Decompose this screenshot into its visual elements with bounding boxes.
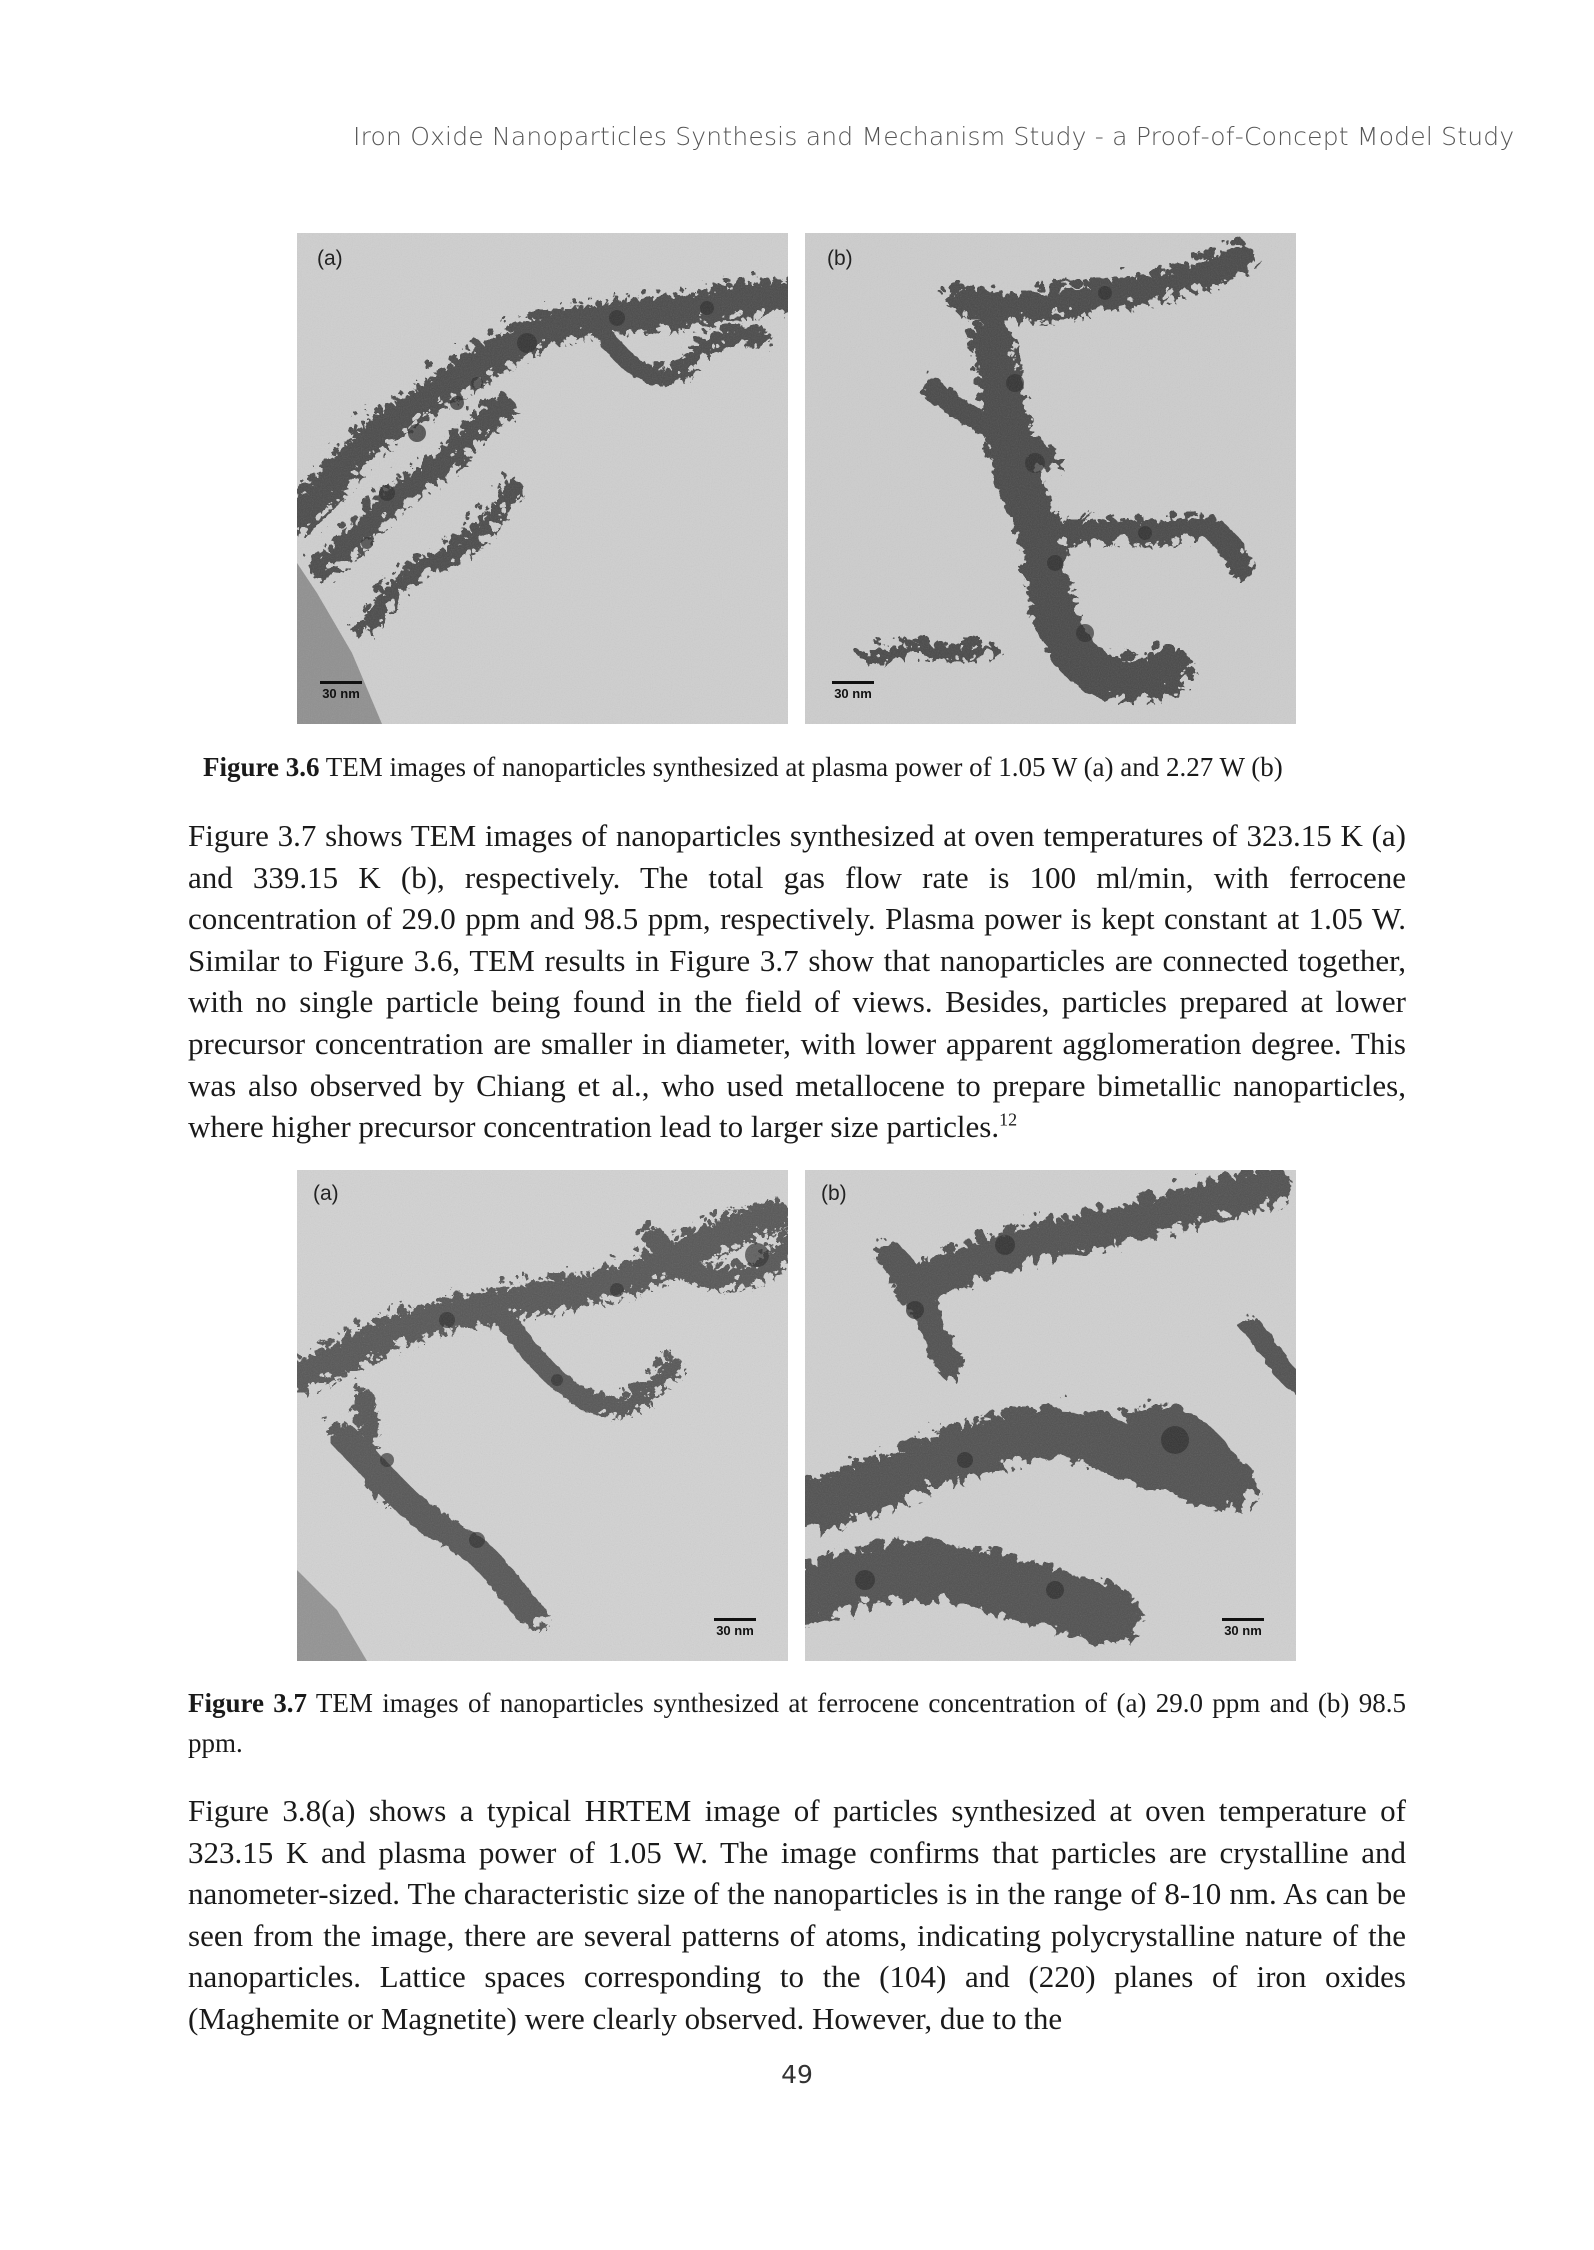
- scale-bar-label: 30 nm: [1224, 1623, 1262, 1638]
- caption-text: TEM images of nanoparticles synthesized at plasma power of 1.05 W (a) and 2.27 W (b): [319, 752, 1283, 782]
- body-paragraph-1: [188, 815, 1406, 1148]
- figure-3-6-panel-b: [805, 233, 1296, 724]
- caption-label: Figure 3.7: [188, 1688, 308, 1718]
- caption-text: TEM images of nanoparticles synthesized at ferrocene concentration of (a) 29.0 ppm and (b) 98.5 ppm.: [188, 1688, 1406, 1758]
- running-header: Iron Oxide Nanoparticles Synthesis and Mechanism Study - a Proof-of-Concept Model Study: [353, 122, 1515, 151]
- tem-image-3-7b: [805, 1170, 1296, 1661]
- figure-3-6-caption: [203, 747, 1403, 787]
- body-paragraph-2: [188, 1790, 1406, 2040]
- tem-image-3-7a: [297, 1170, 788, 1661]
- scale-bar-label: 30 nm: [322, 686, 360, 701]
- panel-label-a: (a): [317, 247, 343, 270]
- page-number: 49: [781, 2060, 813, 2089]
- figure-3-7-caption: [188, 1683, 1406, 1763]
- citation-superscript: 12: [999, 1109, 1018, 1130]
- figure-3-7-panel-a: [297, 1170, 788, 1661]
- figure-3-6-panel-a: [297, 233, 788, 724]
- scale-bar: [1213, 1618, 1273, 1638]
- tem-image-3-6a: [297, 233, 788, 724]
- figure-3-7-panel-b: [805, 1170, 1296, 1661]
- scale-bar: [311, 681, 371, 701]
- paragraph-text: Figure 3.7 shows TEM images of nanoparticles synthesized at oven temperatures of 323.15 K (a) and 339.15 K (b), respectively. The total gas flow rate is 100 ml/min, with ferrocene concentration of 29.0 ppm and 98.5 ppm, respectively. Plasma power is kept constant at 1.05 W. Similar to Figure 3.6, TEM results in Figure 3.7 show that nanoparticles are connected together, with no single particle being found in the field of views. Besides, particles prepared at lower precursor concentration are smaller in diameter, with lower apparent agglomeration degree. This was also observed by Chiang et al., who used metallocene to prepare bimetallic nanoparticles, where higher precursor concentration lead to larger size particles.: [188, 818, 1406, 1145]
- scale-bar: [705, 1618, 765, 1638]
- panel-label-b: (b): [821, 1182, 847, 1205]
- scale-bar: [823, 681, 883, 701]
- caption-label: Figure 3.6: [203, 752, 320, 782]
- scale-bar-label: 30 nm: [834, 686, 872, 701]
- panel-label-a: (a): [313, 1182, 339, 1205]
- tem-image-3-6b: [805, 233, 1296, 724]
- paragraph-text: Figure 3.8(a) shows a typical HRTEM image of particles synthesized at oven temperature of 323.15 K and plasma power of 1.05 W. The image confirms that particles are crystalline and nanometer-sized. The characteristic size of the nanoparticles is in the range of 8-10 nm. As can be seen from the image, there are several patterns of atoms, indicating polycrystalline nature of the nanoparticles. Lattice spaces corresponding to the (104) and (220) planes of iron oxides (Maghemite or Magnetite) were clearly observed. However, due to the: [188, 1793, 1406, 2036]
- scale-bar-label: 30 nm: [716, 1623, 754, 1638]
- panel-label-b: (b): [827, 247, 853, 270]
